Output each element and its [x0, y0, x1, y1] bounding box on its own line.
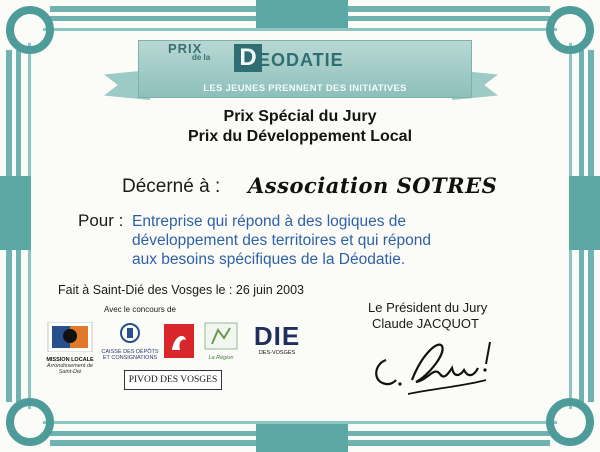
reason-line: développement des territoires et qui répond [132, 232, 431, 249]
caisse-depots-icon [100, 322, 160, 344]
die-letters: DIE [253, 321, 301, 351]
banner-de-la-text: de la [192, 53, 211, 62]
caisse-line1: CAISSE DES DÉPÔTS [101, 349, 159, 355]
region-icon [204, 322, 238, 350]
awardee-name: Association SOTRES [248, 173, 498, 198]
reason-text [132, 212, 431, 269]
region-caption: La Région [208, 355, 234, 361]
reason-label: Pour : [78, 211, 124, 230]
die-caption: DES-VOSGES [258, 350, 296, 356]
banner-tagline: LES JEUNES PRENNENT DES INITIATIVES [203, 83, 407, 94]
region-logo [204, 322, 238, 360]
banner-prix-text: PRIX [168, 41, 203, 56]
banner-d-block: D [234, 44, 262, 72]
mission-locale-logo [46, 322, 94, 375]
awarded-to-label: Décerné à : [122, 176, 221, 197]
jury-president-role: Le Président du Jury [368, 300, 488, 315]
squirrel-icon [164, 324, 194, 358]
award-title-special-jury: Prix Spécial du Jury [223, 108, 377, 125]
mission-locale-title: MISSION LOCALE [46, 357, 94, 363]
jury-president-name: Claude JACQUOT [372, 316, 479, 331]
caisse-depots-logo [100, 322, 160, 362]
pivod-vosges-label: PIVOD DES VOSGES [124, 370, 222, 390]
mission-locale-subtitle: Arrondissement de Saint-Dié [46, 363, 94, 375]
sponsors-label: Avec le concours de [104, 305, 176, 314]
caisse-epargne-logo [164, 324, 194, 358]
reason-line: aux besoins spécifiques de la Déodatie. [132, 251, 406, 268]
handwritten-signature [368, 334, 498, 404]
award-title-local-development: Prix du Développement Local [187, 128, 413, 145]
caisse-line2: ET CONSIGNATIONS [102, 355, 158, 361]
banner-title: EODATIE [258, 50, 344, 70]
place-and-date: Fait à Saint-Dié des Vosges le : 26 juin 2003 [58, 283, 304, 297]
mission-locale-icon [46, 322, 94, 352]
reason-line: Entreprise qui répond à des logiques de [132, 213, 407, 230]
saint-die-logo [246, 322, 308, 362]
